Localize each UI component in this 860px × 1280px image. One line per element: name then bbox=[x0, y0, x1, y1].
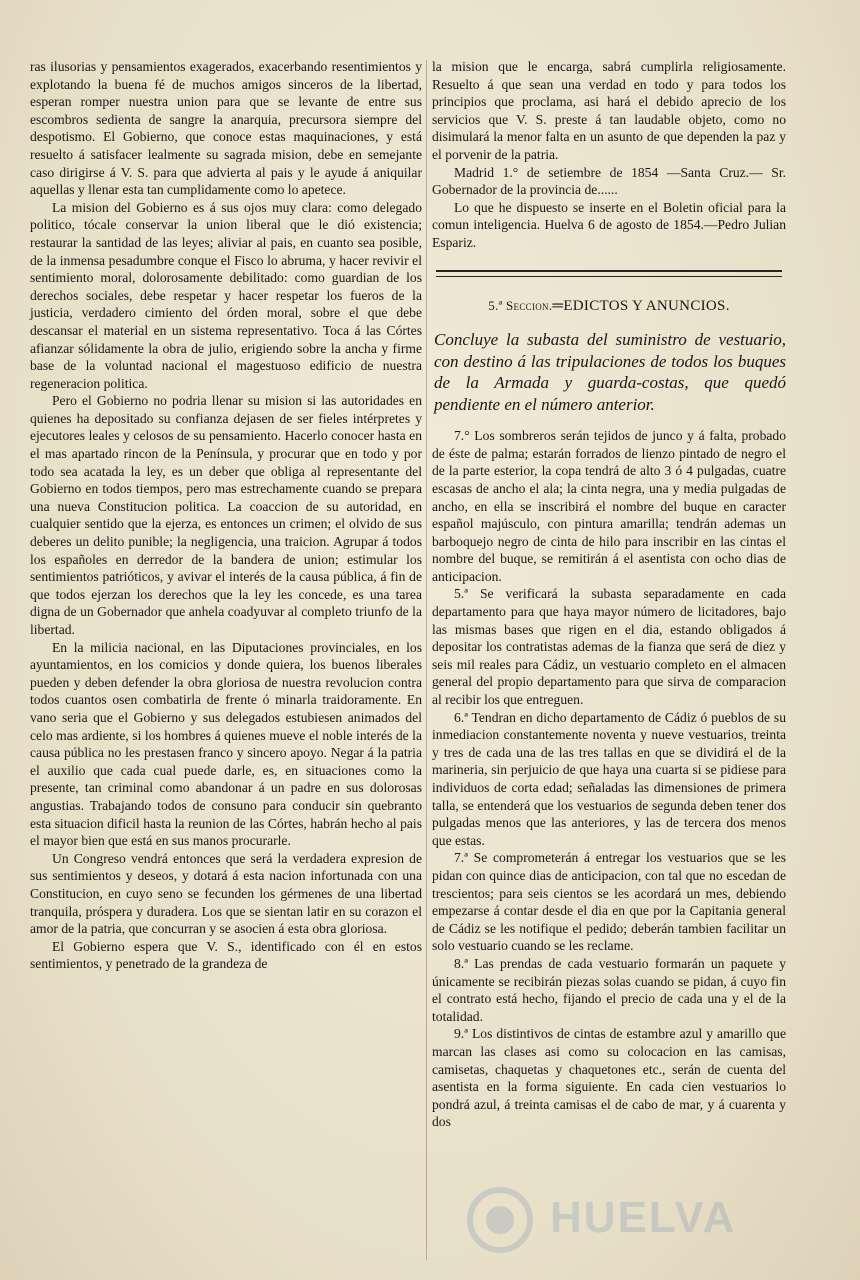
clause-6-stock: 6.ª Tendran en dicho departamento de Cádiz ó pueblos de su inmediacion constantemente noventa y nueve vestuarios, treinta y tres de cada una de las tres tallas en que se dividirá el de la marineria, sin perjuicio de que haya una cuarta si se pidiese para individuos de corta edad; señaladas las dimensiones de primera talla, se entenderá que los vestuarios de segunda deben tener dos pulgadas menos que las anteriores, y las de tercera dos menos que estas. bbox=[432, 709, 786, 848]
section-divider bbox=[436, 270, 782, 277]
auction-subtitle: Concluye la subasta del suministro de vestuario, con destino á las tripulaciones de todos los buques de la Armada y guarda-costas, que quedó pendiente en el número anterior. bbox=[434, 330, 786, 414]
clause-8-packages: 8.ª Las prendas de cada vestuario formarán un paquete y únicamente se recibirán piezas solas cuando se pidan, á cuyo fin el contrato está hecho, fijando el precio de cada una y el de la totalidad. bbox=[432, 955, 786, 1024]
clause-7-hats: 7.° Los sombreros serán tejidos de junco y á falta, probado de éste de palma; estarán forrados de lienzo pintado de negro el de la parte esterior, la copa tendrá de alto 3 ó 4 pulgadas, cuatre escasas de ancho el ala; la cinta negra, una y media pulgadas de ancho, en ella se inscribirá el nombre del buque en caracter español majúsculo, con pintura amarilla; tendrán ademas un barboquejo negro de cinta de hilo para inscribir en las cintas el nombre del buque, se remitirán á el asentista con ocho dias de anticipacion. bbox=[432, 428, 786, 584]
left-column bbox=[30, 58, 422, 973]
left-paragraph-6: El Gobierno espera que V. S., identificado con él en estos sentimientos, y penetrado de la grandeza de bbox=[30, 938, 422, 972]
left-paragraph-3: Pero el Gobierno no podria llenar su mision si las autoridades en quienes ha depositado su confianza dejasen de ser fieles intérpretes y ejecutores leales y celosos de su pensamiento. Hacerlo conocer hasta en el mas apartado rincon de la Península, y procurar que en todo y por todo sea acatada la ley, es un deber que obliga al representante del Gobierno en todos tiempos, pero mas estrechamente cuando se prepara una nueva Constitucion politica. La coaccion de su autoridad, en cualquier sentido que la ejerza, es entonces un crimen; el olvido de sus deberes un delito punible; la negligencia, una traicion. Agrupar á todos los españoles en derredor de la bandera de union; estimular los sentimientos patrióticos, y avivar el interés de la causa pública, á fin de que todos ejerzan los derechos que la ley les concede, es una tarea digna de un Gobernador que anhela coadyuvar al completo triunfo de la libertad. bbox=[30, 393, 422, 637]
left-paragraph-2: La mision del Gobierno es á sus ojos muy clara: como delegado politico, tócale conservar la union liberal que le dió existencia; restaurar la santidad de las leyes; aliviar al pais, en cuanto sea posible, de la inmensa pesadumbre conque el Fisco lo abruma, y hacer revivir el sentimiento moral, dolorosamente debilitado: como guardian de los derechos sociales, debe respetar y hacer respetar los fueros de la justicia, verdadero cimiento del órden moral, sobre el que debe descansar el material en un sistema representativo. Toca á las Córtes afianzar sólidamente la obra de julio, erigiendo sobre la ancha y firme base de la voluntad nacional el magestuoso edificio de nuestra regeneracion politica. bbox=[30, 199, 422, 391]
watermark-emblem-icon bbox=[460, 1185, 540, 1255]
right-column bbox=[432, 58, 786, 1131]
left-paragraph-5: Un Congreso vendrá entonces que será la verdadera expresion de sus sentimientos y deseos, y dotará á esta nacion infortunada con una Constitucion, en cuyo seno se fecunden los gérmenes de una libertad tranquila, próspera y duradera. Los que se sientan latir en su corazon el amor de la patria, que concurran y se asocien á esta obra gloriosa. bbox=[30, 850, 422, 937]
dateline-signature: Madrid 1.° de setiembre de 1854 —Santa Cruz.— Sr. Gobernador de la provincia de...... bbox=[432, 164, 786, 198]
left-paragraph-4: En la milicia nacional, en las Diputaciones provinciales, en los ayuntamientos, en los comicios y donde quiera, los buenos liberales pueden y deben defender la obra gloriosa de nuestra revolucion contra todos cuantos osen combatirla de frente ó minarla traidoramente. En vano seria que el Gobierno y sus delegados estubiesen animados del celo mas ardiente, si los hombres á quienes mueve el noble interés de la causa pública no les prestasen franco y sincero apoyo. Negar á la patria el auxilio que cada cual puede darle, es, en situaciones como la presente, tan criminal como abandonar á un padre en sus dolorosas angustias. Trabajando todos de consuno para conducir sin quebranto esta situacion dificil hasta la reunion de las Córtes, habrán hecho al pais el mayor bien que está en sus manos procurarle. bbox=[30, 639, 422, 849]
clause-9-insignia: 9.ª Los distintivos de cintas de estambre azul y amarillo que marcan las clases asi como su colocacion en las camisas, camisetas, chaquetas y chaquetones etc., serán de cuenta del asentista en la forma siguiente. En cada cien vestuarios lo pondrá azul, á treinta camisas el de cabo de mar, y á cuarenta y dos bbox=[432, 1026, 786, 1130]
section-number: 5.ª Seccion. bbox=[488, 297, 553, 313]
clause-7-delivery: 7.ª Se comprometerán á entregar los vestuarios que se les pidan con quince dias de anticipacion, con tal que no escedan de trescientos; para seis cientos se les acordará un mes, debiendo empezarse á contar desde el dia en que por la Capitania general de Cádiz se les notifique el pedido; deberán tambien facilitar un solo vestuario cuando se les reclame. bbox=[432, 850, 786, 954]
archive-watermark bbox=[460, 1185, 790, 1265]
section-heading bbox=[432, 297, 786, 316]
clause-5-auction: 5.ª Se verificará la subasta separadamente en cada departamento para que haya mayor número de licitadores, bajo las mismas bases que rigen en el dia, estando obligados á depositar los contratistas ademas de la fianza que será de diez y seis mil reales para Cádiz, un vestuario completo en el almacen general del propio departamento para que sirva de comparacion al recibir los que entreguen. bbox=[432, 586, 786, 708]
right-paragraph-1: la mision que le encarga, sabrá cumplirla religiosamente. Resuelto á que sean una verdad en todo y para todos los principios que proclama, asi hará el debido aprecio de los servicios que V. S. preste á tan laudable objeto, como no disimulará la menor falta en un asunto de que dependen la paz y el porvenir de la patria. bbox=[432, 59, 786, 162]
left-paragraph-1: ras ilusorias y pensamientos exagerados, exacerbando resentimientos y explotando la buena fé de muchos amigos sinceros de la libertad, esperan romper nuestra union para que se levante de entre sus escombros sedienta de sangre la anarquia, precursora siempre del despotismo. El Gobierno, que conoce estas maquinaciones, y está resuelto á satisfacer lealmente su sagrada mision, debe en semejante caso dirigirse á V. S. para que advierta al pais y le ayude á aniquilar aquellas y llenar esta tan cumplidamente como lo apetece. bbox=[30, 59, 422, 198]
watermark-text: HUELVA bbox=[550, 1193, 737, 1242]
section-title: ═EDICTOS Y ANUNCIOS. bbox=[552, 297, 730, 314]
column-divider bbox=[426, 60, 427, 1260]
publication-notice: Lo que he dispuesto se inserte en el Boletin oficial para la comun inteligencia. Huelva 6 de agosto de 1854.—Pedro Julian Espariz. bbox=[432, 199, 786, 250]
